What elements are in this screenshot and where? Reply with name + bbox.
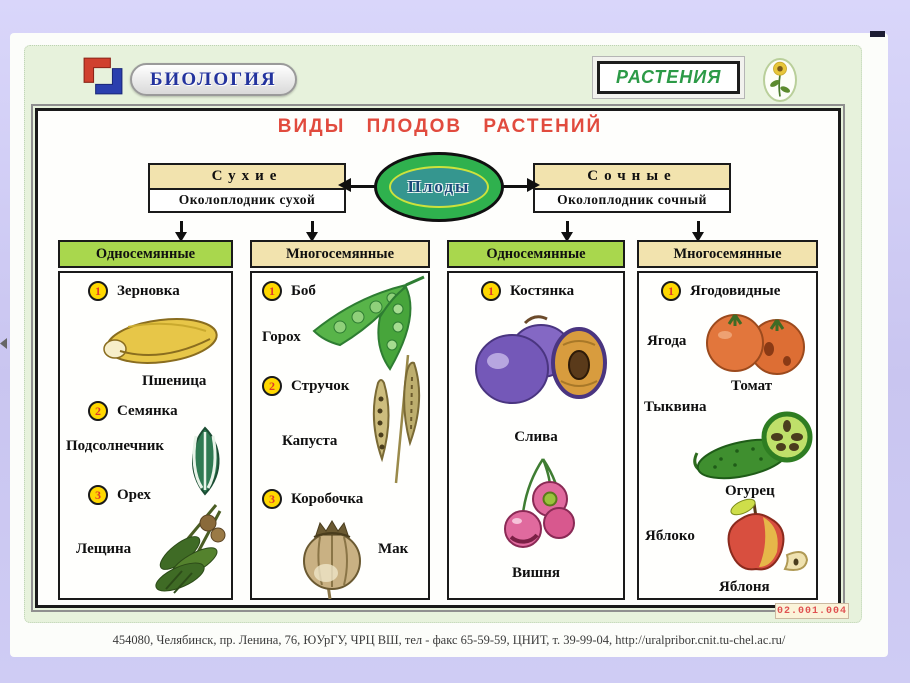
column-juicy-single: [447, 271, 625, 600]
plum-image: [467, 311, 609, 411]
column-dry-multi: [250, 271, 430, 600]
number-badge: 1: [262, 281, 282, 301]
catalog-code: 02.001.004: [776, 605, 847, 617]
sunflower-seed-image: [182, 426, 228, 498]
left-edge-arrow-icon: [0, 338, 7, 349]
list-item: 2 Семянка: [88, 401, 178, 421]
publisher-logo: [82, 56, 124, 96]
example-label: Яблоня: [719, 579, 770, 595]
arrow-left-icon: [338, 178, 351, 192]
catalog-code-box: [775, 603, 849, 619]
kind-label: Тыквина: [644, 399, 707, 415]
example-label: Слива: [514, 429, 558, 445]
number-badge: 3: [88, 485, 108, 505]
sunflower-badge: [763, 58, 797, 102]
column-header-dry-multi: Многосемянные: [250, 240, 430, 268]
branch-dry-pericarp: Околоплодник сухой: [178, 192, 316, 207]
root-node-fruits: [374, 152, 504, 222]
seed-pods-image: [350, 355, 430, 485]
hazelnut-image: [146, 501, 232, 599]
number-badge: 2: [262, 376, 282, 396]
apple-image: [701, 497, 813, 579]
branch-juicy: [533, 163, 731, 213]
column-header-juicy-multi: Многосемянные: [637, 240, 818, 268]
branch-dry: [148, 163, 346, 213]
branch-juicy-label: Сочные: [535, 165, 729, 190]
list-item: 1 Ягодовидные: [661, 281, 780, 301]
connector-line: [502, 185, 528, 188]
subject-label: РАСТЕНИЯ: [616, 67, 722, 87]
example-label: Пшеница: [142, 373, 207, 389]
list-item: 3 Орех: [88, 485, 151, 505]
brand-banner: [130, 63, 297, 96]
tomato-image: [703, 303, 811, 379]
column-header-juicy-single: Односемянные: [447, 240, 625, 268]
list-item: 1 Костянка: [481, 281, 574, 301]
example-label: Томат: [731, 378, 773, 394]
list-item: 3 Коробочка: [262, 489, 363, 509]
root-node-label: Плоды: [407, 177, 471, 196]
example-label: Лещина: [76, 541, 132, 557]
arrow-right-icon: [527, 178, 540, 192]
cherry-image: [487, 457, 589, 557]
column-header-dry-single: Односемянные: [58, 240, 233, 268]
column-juicy-multi: [637, 271, 818, 600]
kind-label: Ягода: [647, 333, 687, 349]
kind-label: Яблоко: [645, 528, 695, 544]
number-badge: 1: [481, 281, 501, 301]
poppy-capsule-image: [294, 515, 372, 601]
subject-banner: [592, 56, 745, 99]
footer-address: 454080, Челябинск, пр. Ленина, 76, ЮУрГУ, ЧРЦ ВШ, тел - факс 65-59-59, ЦНИТ, т. 39-99-04, http://uralpribor.cnit.tu-chel.ac.ru/: [112, 633, 786, 647]
example-label: Огурец: [725, 483, 775, 499]
example-label: Капуста: [282, 433, 338, 449]
list-item: 1 Боб: [262, 281, 316, 301]
sunflower-icon: [767, 61, 793, 99]
example-label: Горох: [262, 329, 301, 345]
column-dry-single: [58, 271, 233, 600]
number-badge: 2: [88, 401, 108, 421]
list-item: 1 Зерновка: [88, 281, 180, 301]
branch-juicy-pericarp: Околоплодник сочный: [557, 192, 707, 207]
example-label: Вишня: [511, 565, 561, 581]
cucumber-image: [691, 409, 815, 487]
list-item: 2 Стручок: [262, 376, 349, 396]
number-badge: 3: [262, 489, 282, 509]
example-label: Мак: [378, 541, 409, 557]
connector-line: [350, 185, 376, 188]
branch-dry-label: Сухие: [150, 165, 344, 190]
brand-label: БИОЛОГИЯ: [150, 68, 277, 90]
wheat-grain-image: [98, 311, 226, 371]
number-badge: 1: [88, 281, 108, 301]
example-label: Подсолнечник: [66, 438, 165, 454]
number-badge: 1: [661, 281, 681, 301]
corner-mark: [870, 31, 885, 37]
diagram-title: ВИДЫ ПЛОДОВ РАСТЕНИЙ: [277, 116, 603, 137]
